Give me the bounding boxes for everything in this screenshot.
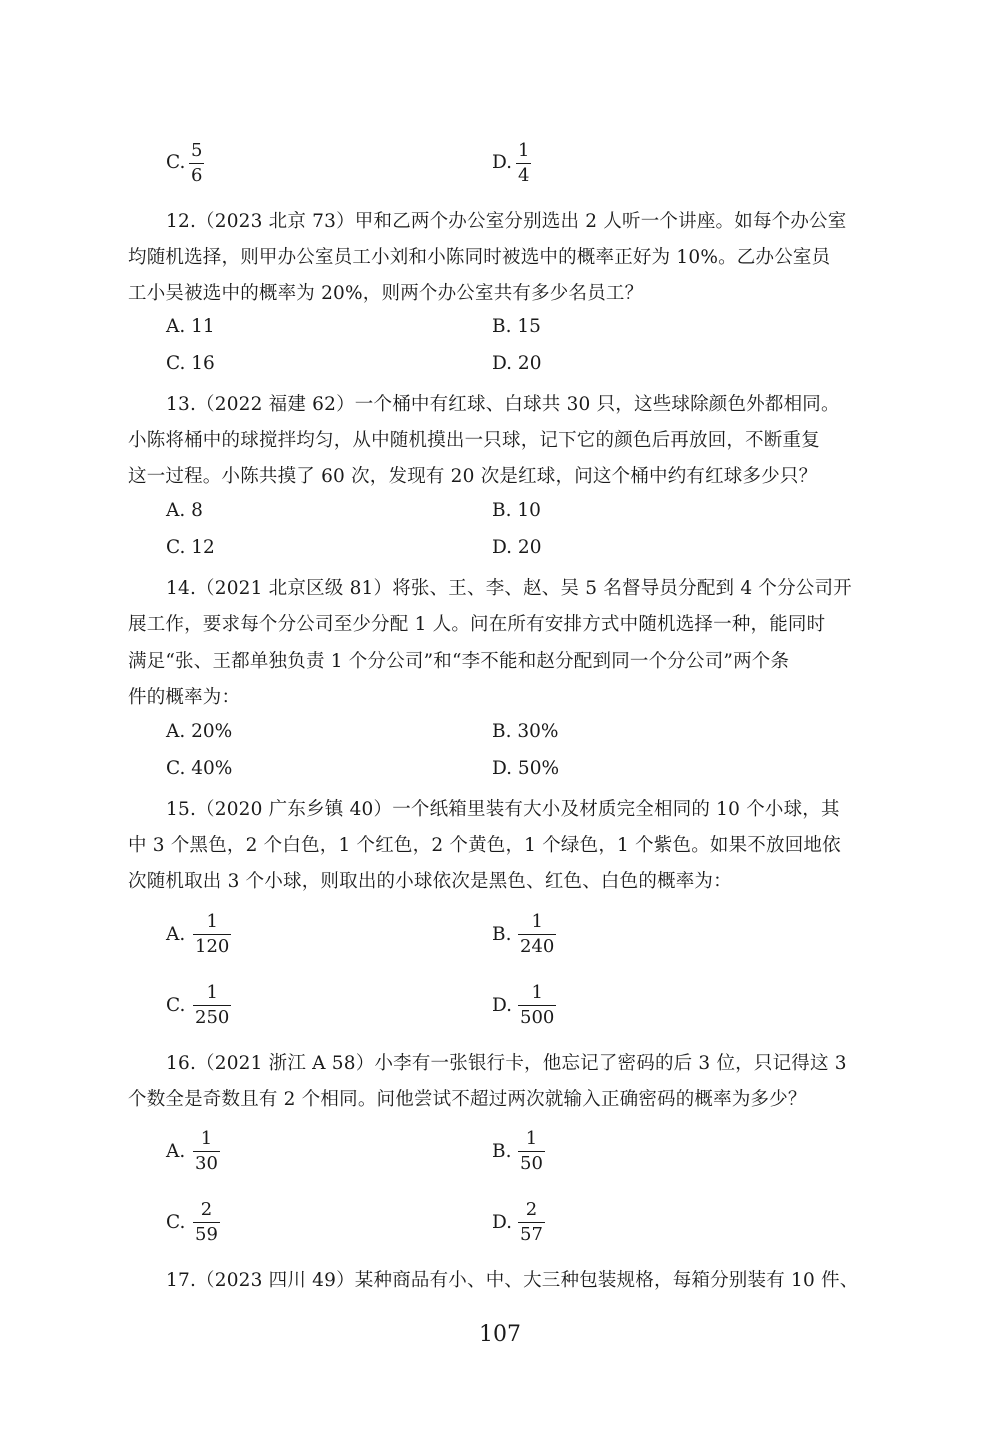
- fraction-denominator: 57: [520, 1224, 543, 1245]
- q14-stem-line-4: 件的概率为：: [128, 687, 241, 708]
- fraction-bar: [189, 163, 204, 164]
- q15-option-b-label: B.: [492, 924, 512, 945]
- fraction-bar: [516, 163, 531, 164]
- q16-option-d-fraction: [518, 1200, 545, 1245]
- fraction-bar: [518, 1222, 545, 1223]
- q16-stem-line-1: 16.（2021 浙江 A 58）小李有一张银行卡，他忘记了密码的后 3 位，只记得这 3: [166, 1053, 847, 1074]
- fraction-denominator: 6: [191, 165, 203, 186]
- q12-option-b: B. 15: [492, 316, 541, 337]
- q12-stem-line-2: 均随机选择，则甲办公室员工小刘和小陈同时被选中的概率正好为 10%。乙办公室员: [128, 247, 831, 268]
- fraction-denominator: 250: [195, 1007, 230, 1028]
- q15-stem-line-2: 中 3 个黑色，2 个白色，1 个红色，2 个黄色，1 个绿色，1 个紫色。如果不放回地依: [128, 835, 841, 856]
- fraction-numerator: 1: [518, 140, 530, 161]
- q13-stem-line-2: 小陈将桶中的球搅拌均匀，从中随机摸出一只球，记下它的颜色后再放回，不断重复: [128, 430, 820, 451]
- q16-option-b-label: B.: [492, 1141, 512, 1162]
- q12-option-c: C. 16: [166, 353, 215, 374]
- q13-option-a: A. 8: [166, 500, 203, 521]
- q12-stem-line-1: 12.（2023 北京 73）甲和乙两个办公室分别选出 2 人听一个讲座。如每个办公室: [166, 211, 847, 232]
- q11-option-d-label: D.: [492, 152, 513, 173]
- q14-stem-line-2: 展工作，要求每个分公司至少分配 1 人。问在所有安排方式中随机选择一种，能同时: [128, 614, 826, 635]
- q16-stem-line-2: 个数全是奇数且有 2 个相同。问他尝试不超过两次就输入正确密码的概率为多少？: [128, 1089, 807, 1110]
- fraction-bar: [518, 934, 556, 935]
- fraction-denominator: 500: [520, 1007, 555, 1028]
- q14-stem-line-1: 14.（2021 北京区级 81）将张、王、李、赵、吴 5 名督导员分配到 4 个分公司开: [166, 578, 852, 599]
- fraction-denominator: 50: [520, 1153, 543, 1174]
- q11-option-c-label: C.: [166, 152, 186, 173]
- q16-option-b-fraction: [518, 1129, 545, 1174]
- q15-stem-line-1: 15.（2020 广东乡镇 40）一个纸箱里装有大小及材质完全相同的 10 个小球，其: [166, 799, 840, 820]
- page-number: 107: [479, 1322, 521, 1347]
- q16-option-d-label: D.: [492, 1212, 513, 1233]
- fraction-numerator: 1: [206, 982, 218, 1003]
- fraction-numerator: 1: [531, 911, 543, 932]
- q14-option-c: C. 40%: [166, 758, 233, 779]
- fraction-denominator: 240: [520, 936, 555, 957]
- fraction-numerator: 1: [200, 1128, 213, 1149]
- fraction-bar: [193, 1005, 231, 1006]
- q13-option-b: B. 10: [492, 500, 541, 521]
- fraction-numerator: 2: [200, 1199, 213, 1220]
- fraction-denominator: 120: [195, 936, 230, 957]
- q13-option-c: C. 12: [166, 537, 215, 558]
- fraction-numerator: 1: [525, 1128, 538, 1149]
- q15-option-c-label: C.: [166, 995, 186, 1016]
- fraction-numerator: 1: [531, 982, 543, 1003]
- fraction-numerator: 5: [191, 140, 203, 161]
- q15-option-d-label: D.: [492, 995, 513, 1016]
- q15-option-a-label: A.: [166, 924, 186, 945]
- fraction-denominator: 4: [518, 165, 530, 186]
- fraction-denominator: 30: [195, 1153, 218, 1174]
- q15-option-b-fraction: [518, 912, 556, 957]
- q16-option-a-fraction: [193, 1129, 220, 1174]
- q16-option-c-fraction: [193, 1200, 220, 1245]
- fraction-bar: [193, 1151, 220, 1152]
- fraction-bar: [193, 1222, 220, 1223]
- q11-option-c-fraction: [189, 141, 204, 186]
- q13-stem-line-3: 这一过程。小陈共摸了 60 次，发现有 20 次是红球，问这个桶中约有红球多少只？: [128, 466, 818, 487]
- q14-option-a: A. 20%: [166, 721, 233, 742]
- q12-option-a: A. 11: [166, 316, 215, 337]
- fraction-bar: [193, 934, 231, 935]
- q14-option-b: B. 30%: [492, 721, 559, 742]
- q12-option-d: D. 20: [492, 353, 542, 374]
- q11-option-d-fraction: [516, 141, 531, 186]
- fraction-bar: [518, 1005, 556, 1006]
- q13-stem-line-1: 13.（2022 福建 62）一个桶中有红球、白球共 30 只，这些球除颜色外都相同。: [166, 394, 840, 415]
- q14-option-d: D. 50%: [492, 758, 560, 779]
- q14-stem-line-3: 满足“张、王都单独负责 1 个分公司”和“李不能和赵分配到同一个分公司”两个条: [128, 651, 790, 672]
- fraction-bar: [518, 1151, 545, 1152]
- fraction-numerator: 1: [206, 911, 218, 932]
- q16-option-a-label: A.: [166, 1141, 186, 1162]
- q13-option-d: D. 20: [492, 537, 542, 558]
- q17-stem-line-1: 17.（2023 四川 49）某种商品有小、中、大三种包装规格，每箱分别装有 10 件、: [166, 1270, 859, 1291]
- q15-option-a-fraction: [193, 912, 231, 957]
- q15-option-d-fraction: [518, 983, 556, 1028]
- q16-option-c-label: C.: [166, 1212, 186, 1233]
- q15-stem-line-3: 次随机取出 3 个小球，则取出的小球依次是黑色、红色、白色的概率为：: [128, 871, 732, 892]
- q15-option-c-fraction: [193, 983, 231, 1028]
- fraction-denominator: 59: [195, 1224, 218, 1245]
- fraction-numerator: 2: [525, 1199, 538, 1220]
- q12-stem-line-3: 工小吴被选中的概率为 20%，则两个办公室共有多少名员工？: [128, 283, 644, 304]
